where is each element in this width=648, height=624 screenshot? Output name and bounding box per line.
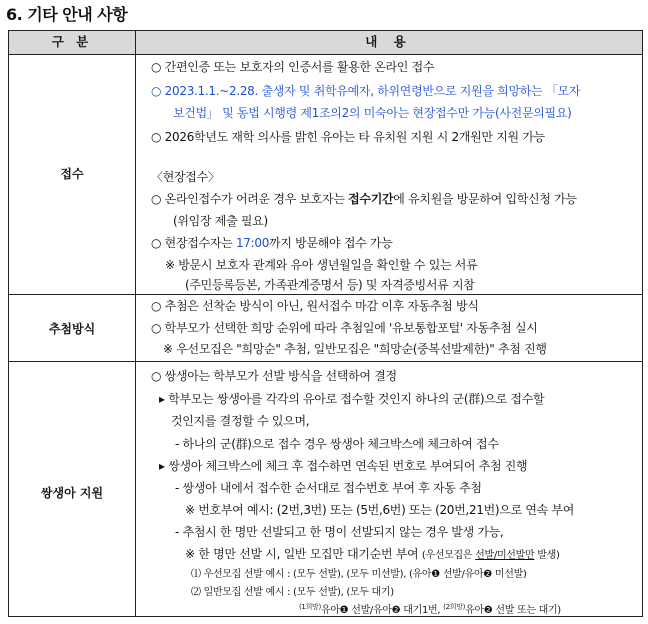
category-lottery: 추첨방식 [48,322,96,336]
reception-line-7: (위임장 제출 필요) [173,214,268,228]
text-segment: ○ 현장접수자는 [151,236,236,250]
column-divider [135,31,136,616]
lottery-line-2: ○ 학부모가 선택한 희망 순위에 따라 추첨일에 '유보통합포털' 자동추첨 실시 [151,321,538,335]
table-header [9,31,642,55]
onsite-heading: 〈현장접수〉 [151,170,220,184]
twins-line-2: ▸ 학부모는 쌍생아를 각각의 유아로 접수할 것인지 하나의 군(群)으로 접수할 [159,392,545,406]
twins-note-2 [185,544,560,566]
twins-line-6: - 쌍생아 내에서 접수한 순서대로 접수번호 부여 후 자동 추첨 [175,481,482,495]
section-title: 6. 기타 안내 사항 [6,5,128,24]
underlined-text: 선발/미선발만 [475,550,535,561]
twins-line-5: ▸ 쌍생아 체크박스에 체크 후 접수하면 연속된 번호로 부여되어 추첨 진행 [159,459,528,473]
info-table [8,30,643,617]
twins-example-3 [299,601,561,621]
reception-line-1: ○ 간편인증 또는 보호자의 인증서를 활용한 온라인 접수 [151,60,435,74]
reception-period: 접수기간 [348,192,394,206]
reception-line-6 [151,189,577,209]
text-segment: (우선모집은 [421,550,476,561]
reception-line-2: ○ 2023.1.1.~2.28. 출생자 및 취학유예자, 하위연령반으로 지원을 희망하는 「모자 [151,84,581,98]
twins-example-2: ⑵ 일반모집 선발 예시 : (모두 선발), (모두 대기) [191,587,394,598]
twins-note-1: ※ 번호부여 예시: (2번,3번) 또는 (5번,6번) 또는 (20번,21번)으로 연속 부여 [185,503,575,517]
twins-example-1: ⑴ 우선모집 선발 예시 : (모두 선발), (모두 미선발), (유아❶ 선발/유아❷ 미선발) [191,569,527,580]
twins-line-8: - 추첨시 한 명만 선발되고 한 명이 선발되지 않는 경우 발생 가능, [175,525,504,539]
reception-line-4: ○ 2026학년도 재학 의사를 밝힌 유아는 타 유치원 지원 시 2개원만 지원 가능 [151,130,545,144]
twins-line-4: - 하나의 군(群)으로 접수 경우 쌍생아 체크박스에 체크하여 접수 [175,437,499,451]
reception-note-2: (주민등록등본, 가족관계증명서 등) 및 자격증빙서류 지참 [185,278,475,292]
deadline-time: 17:00 [235,236,270,250]
text-segment: 에 유치원을 방문하여 입학신청 가능 [393,192,577,206]
category-twins: 쌍생아 지원 [40,486,104,500]
reception-note-1: ※ 방문시 보호자 관계와 유아 생년월일을 확인할 수 있는 서류 [165,258,478,272]
superscript: (1희망) [299,603,321,611]
lottery-line-1: ○ 추첨은 선착순 방식이 아닌, 원서접수 마감 이후 자동추첨 방식 [151,299,479,313]
twins-line-1: ○ 쌍생아는 학부모가 선발 방식을 선택하여 결정 [151,369,397,383]
reception-line-8 [151,233,393,253]
header-content: 내 용 [365,34,412,49]
text-segment: 발생) [534,550,560,561]
reception-line-3: 보건법」 및 동법 시행령 제1조의2의 미숙아는 현장접수만 가능(사전문의필요) [173,106,572,120]
text-segment: ※ 한 명만 선발 시, 일반 모집만 대기순번 부여 [185,547,419,561]
row-divider-2 [9,361,642,362]
lottery-note: ※ 우선모집은 "희망순" 추첨, 일반모집은 "희망순(중복선발제한)" 추첨 진행 [163,342,547,356]
superscript: (2희망) [443,603,466,611]
twins-line-3: 것인지를 결정할 수 있으며, [171,414,310,428]
category-reception: 접수 [60,167,84,181]
text-segment: 까지 방문해야 접수 가능 [269,236,393,250]
text-segment: 유아❶ 선발/유아❷ 대기1번, [320,605,444,616]
header-category: 구 분 [51,34,93,49]
text-segment: ○ 온라인접수가 어려운 경우 보호자는 [151,192,349,206]
text-segment: 유아❷ 선발 또는 대기) [465,605,561,616]
